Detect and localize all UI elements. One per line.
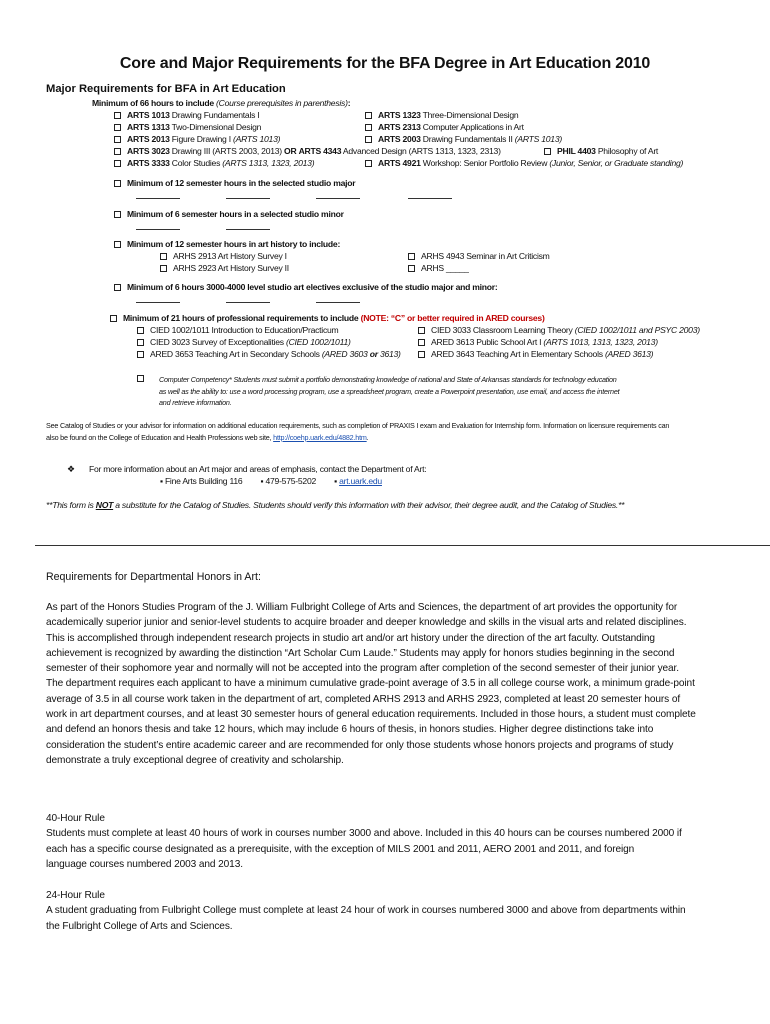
disclaimer xyxy=(46,500,624,510)
min66-italic: (Course prerequisites in parenthesis) xyxy=(216,98,348,108)
course-text: CIED 1002/1011 Introduction to Education/Practicum xyxy=(150,325,339,335)
course-title: Advanced Design (ARTS 1313, 1323, 2313) xyxy=(342,146,501,156)
checkbox[interactable] xyxy=(110,315,117,322)
checkbox[interactable] xyxy=(137,375,144,382)
course-prereq: (ARTS 1013, 1313, 1323, 2013) xyxy=(543,337,658,347)
bullet-icon: ▪ xyxy=(160,476,163,486)
checkbox[interactable] xyxy=(365,160,372,167)
checkbox[interactable] xyxy=(114,112,121,119)
course-right-1 xyxy=(365,110,518,120)
catalog-note-line: also be found on the College of Education and Health Professions web site, xyxy=(46,432,272,442)
studio-major-requirement xyxy=(114,178,355,188)
art-history-left-2 xyxy=(160,263,289,273)
course-title: Philosophy of Art xyxy=(597,146,659,156)
art-history-right-2 xyxy=(408,263,469,273)
course-title: Three-Dimensional Design xyxy=(422,110,519,120)
course-code: ARTS 2313 xyxy=(378,122,421,132)
requirement-text: Minimum of 12 semester hours in art history to include: xyxy=(127,239,341,249)
rule-24-heading: 24-Hour Rule xyxy=(46,890,105,901)
honors-line: academically superior junior and senior-level students to acquire broader and deeper knowledge and skills in the visual arts and related disciplines. xyxy=(46,617,687,629)
course-code: ARTS 1323 xyxy=(378,110,421,120)
professional-requirement xyxy=(110,313,545,323)
course-text: ARED 3613 Public School Art I xyxy=(431,337,542,347)
course-prereq: (ARTS 1313, 1323, 2013) xyxy=(222,158,315,168)
course-right-4 xyxy=(544,146,658,156)
contact-phone: 479-575-5202 xyxy=(265,476,317,486)
checkbox[interactable] xyxy=(160,253,167,260)
blank-field[interactable] xyxy=(136,229,180,230)
blank-field[interactable] xyxy=(226,198,270,199)
checkbox[interactable] xyxy=(114,160,121,167)
checkbox[interactable] xyxy=(114,284,121,291)
requirement-text: Minimum of 21 hours of professional requirements to include xyxy=(123,313,359,323)
or-label: OR xyxy=(284,146,297,156)
course-prereq: (ARTS 1013) xyxy=(232,134,281,144)
checkbox[interactable] xyxy=(544,148,551,155)
course-text: ARHS 4943 Seminar in Art Criticism xyxy=(421,251,550,261)
professional-left-1 xyxy=(137,325,338,335)
competency-line: Computer Competency* Students must submit a portfolio demonstrating knowledge of national and State of Arkansas standards for technology education xyxy=(159,375,617,384)
course-text: CIED 3033 Classroom Learning Theory xyxy=(431,325,573,335)
art-history-left-1 xyxy=(160,251,287,261)
honors-line: work in art department courses, and at least 30 semester hours of general education requirements. Included in those hours, a student must complete xyxy=(46,709,696,721)
coehp-link[interactable]: http://coehp.uark.edu/4882.htm xyxy=(273,432,367,442)
honors-line: and defend an honors thesis and take 12 hours, which may include 6 hours of thesis, in honors studies. Higher degree distinctions take into xyxy=(46,724,654,736)
course-title: Drawing Fundamentals I xyxy=(171,110,260,120)
course-text: ARHS 2913 Art History Survey I xyxy=(173,251,287,261)
course-code: ARTS 4343 xyxy=(298,146,342,156)
honors-heading: Requirements for Departmental Honors in Art: xyxy=(46,571,261,583)
course-left-2 xyxy=(114,122,261,132)
catalog-note: See Catalog of Studies or your advisor for information on additional education requirements, such as completion of PRAXIS I exam and Evaluation for Internship form. Information on licensure requirements can also be found on the College of Education and Health Professions web site, http://coehp.uark.edu/4882.htm. xyxy=(46,421,670,442)
checkbox[interactable] xyxy=(418,327,425,334)
checkbox[interactable] xyxy=(114,148,121,155)
min66-bold: Minimum of 66 hours to include xyxy=(92,98,214,108)
contact-details xyxy=(160,476,382,486)
min66-line xyxy=(92,98,350,108)
course-code: ARTS 1313 xyxy=(127,122,170,132)
honors-line: average of 3.5 in all course work taken in the department of art, completed ARHS 2913 and ARHS 2923, completed at least 20 semester hours of xyxy=(46,693,681,705)
disclaimer-text: **This form is xyxy=(46,500,96,510)
honors-line: consideration the student’s entire academic career and are recommended for only those students whose honors projects and programs of study xyxy=(46,739,674,751)
course-right-5 xyxy=(365,158,683,168)
rule-40-line: Students must complete at least 40 hours of work in courses number 3000 and above. Included in this 40 hours can be courses numbered 2000 if xyxy=(46,828,682,840)
art-history-requirement xyxy=(114,239,340,249)
checkbox[interactable] xyxy=(365,136,372,143)
course-prereq: (ARTS 1013) xyxy=(514,134,562,144)
course-code: ARTS 4921 xyxy=(378,158,421,168)
checkbox[interactable] xyxy=(114,180,121,187)
checkbox[interactable] xyxy=(114,124,121,131)
honors-line: The department requires each applicant to have a minimum cumulative grade-point average of 3.5 in all college course work, a minimum grade-point xyxy=(46,678,695,690)
checkbox[interactable] xyxy=(418,339,425,346)
course-prereq: (Junior, Senior, or Graduate standing) xyxy=(549,158,684,168)
course-title: Figure Drawing I xyxy=(171,134,231,144)
blank-field[interactable] xyxy=(316,302,360,303)
major-heading: Major Requirements for BFA in Art Education xyxy=(46,83,286,95)
course-code: ARTS 1013 xyxy=(127,110,170,120)
checkbox[interactable] xyxy=(114,136,121,143)
course-left-3 xyxy=(114,134,280,144)
checkbox[interactable] xyxy=(114,241,121,248)
course-code: ARTS 3333 xyxy=(127,158,170,168)
course-prereq: (ARED 3613) xyxy=(604,349,654,359)
course-prereq: (CIED 1002/1011) xyxy=(285,337,351,347)
bullet-icon: ▪ xyxy=(260,476,264,486)
course-title: Drawing III (ARTS 2003, 2013) xyxy=(171,146,282,156)
course-text: ARED 3653 Teaching Art in Secondary Schools xyxy=(150,349,320,359)
blank-field[interactable] xyxy=(226,302,270,303)
honors-paragraph xyxy=(46,600,736,768)
contact-building: Fine Arts Building 116 xyxy=(164,476,243,486)
checkbox[interactable] xyxy=(408,265,415,272)
professional-right-1 xyxy=(418,325,700,335)
honors-line: demonstrate a truly exceptional degree of creativity and scholarship. xyxy=(46,754,344,766)
rule-40-line: language courses numbered 2003 and 2013. xyxy=(46,858,243,870)
professional-right-3 xyxy=(418,349,653,359)
checkbox[interactable] xyxy=(160,265,167,272)
course-title: Drawing Fundamentals II xyxy=(422,134,513,144)
course-code: ARTS 2013 xyxy=(127,134,170,144)
course-left-4 xyxy=(114,146,501,156)
blank-field[interactable] xyxy=(316,198,360,199)
section-divider xyxy=(35,545,770,546)
disclaimer-text: a substitute for the Catalog of Studies. Students should verify this information with their advisor, their degree audit, and the Catalog of Studies.** xyxy=(113,500,625,510)
contact-info xyxy=(67,464,426,475)
or-label: or xyxy=(369,349,378,359)
contact-text: For more information about an Art major and areas of emphasis, contact the Department of Art: xyxy=(88,464,427,474)
studio-minor-requirement xyxy=(114,209,344,219)
disclaimer-emphasis: NOT xyxy=(95,500,114,510)
computer-competency xyxy=(159,374,619,409)
professional-right-2 xyxy=(418,337,658,347)
rule-40-heading: 40-Hour Rule xyxy=(46,813,105,824)
professional-left-3 xyxy=(137,349,401,359)
blank-field[interactable] xyxy=(136,302,180,303)
honors-line: semester of their sophomore year and normally will not be accepted into the program after completion of the second semester of their junior year. xyxy=(46,663,679,675)
min66-colon: : xyxy=(347,98,351,108)
rule-40-line: each has a specific course designated as a prerequisite, with the exception of MILS 2001 and 2011, AERO 2001 and 2011, and foreign xyxy=(46,843,635,855)
catalog-note-line: See Catalog of Studies or your advisor for information on additional education requirements, such as completion of PRAXIS I exam and Evaluation for Internship form. Information on licensure requirements can xyxy=(46,421,670,430)
checkbox[interactable] xyxy=(365,124,372,131)
professional-left-2 xyxy=(137,337,351,347)
blank-field[interactable] xyxy=(226,229,270,230)
course-right-2 xyxy=(365,122,524,132)
page-title: Core and Major Requirements for the BFA Degree in Art Education 2010 xyxy=(119,55,651,72)
checkbox[interactable] xyxy=(418,351,425,358)
rule-24-line: A student graduating from Fulbright College must complete at least 24 hour of work in courses numbered 3000 and above from departments within xyxy=(46,905,686,917)
course-title: Color Studies xyxy=(171,158,221,168)
bullet-icon: ▪ xyxy=(334,476,337,486)
course-text: ARHS _____ xyxy=(421,263,469,273)
rule-24-section xyxy=(46,888,736,934)
checkbox[interactable] xyxy=(137,339,144,346)
course-left-5 xyxy=(114,158,314,168)
competency-line: as well as the ability to: use a word processing program, use a spreadsheet program, create a Powerpoint presentation, use email, and access the internet xyxy=(159,386,620,396)
art-website-link[interactable]: art.uark.edu xyxy=(339,476,382,486)
course-right-3 xyxy=(365,134,562,144)
course-title: Workshop: Senior Portfolio Review xyxy=(422,158,548,168)
art-history-right-1 xyxy=(408,251,550,261)
competency-line: and retrieve information. xyxy=(159,398,232,407)
course-title: Computer Applications in Art xyxy=(422,122,524,132)
blank-field[interactable] xyxy=(136,198,180,199)
course-prereq: 3613) xyxy=(379,349,401,359)
requirement-text: Minimum of 12 semester hours in the selected studio major xyxy=(127,178,356,188)
course-code: ARTS 2003 xyxy=(378,134,421,144)
course-text: ARHS 2923 Art History Survey II xyxy=(173,263,289,273)
course-title: Two-Dimensional Design xyxy=(171,122,262,132)
electives-requirement xyxy=(114,282,497,292)
honors-line: As part of the Honors Studies Program of the J. William Fulbright College of Arts and Sciences, the department of art provides the opportunity for xyxy=(46,602,678,613)
competency-checkbox-wrap xyxy=(137,374,150,383)
checkbox[interactable] xyxy=(114,211,121,218)
honors-line: This is accomplished through independent research projects in studio art and/or art history under the direction of the art faculty. Outstanding xyxy=(46,632,655,644)
checkbox[interactable] xyxy=(408,253,415,260)
diamond-bullet-icon: ❖ xyxy=(67,464,75,474)
grade-note: (NOTE: “C” or better required in ARED courses) xyxy=(360,313,545,323)
course-prereq: (ARED 3603 xyxy=(321,349,368,359)
course-text: ARED 3643 Teaching Art in Elementary Schools xyxy=(431,349,603,359)
course-prereq: (CIED 1002/1011 and PSYC 2003) xyxy=(574,325,700,335)
checkbox[interactable] xyxy=(137,351,144,358)
course-text: CIED 3023 Survey of Exceptionalities xyxy=(150,337,284,347)
course-code: ARTS 3023 xyxy=(127,146,170,156)
honors-line: achievement is recognized by awarding the distinction “Art Scholar Cum Laude.” Students may apply for honors studies beginning in the second xyxy=(46,647,675,659)
rule-40-section xyxy=(46,811,736,872)
requirement-text: Minimum of 6 hours 3000-4000 level studio art electives exclusive of the studio major and minor: xyxy=(127,282,498,292)
checkbox[interactable] xyxy=(137,327,144,334)
course-left-1 xyxy=(114,110,259,120)
requirement-text: Minimum of 6 semester hours in a selected studio minor xyxy=(127,209,344,219)
checkbox[interactable] xyxy=(365,112,372,119)
course-code: PHIL 4403 xyxy=(557,146,596,156)
blank-field[interactable] xyxy=(408,198,452,199)
rule-24-line: the Fulbright College of Arts and Sciences. xyxy=(46,920,233,932)
